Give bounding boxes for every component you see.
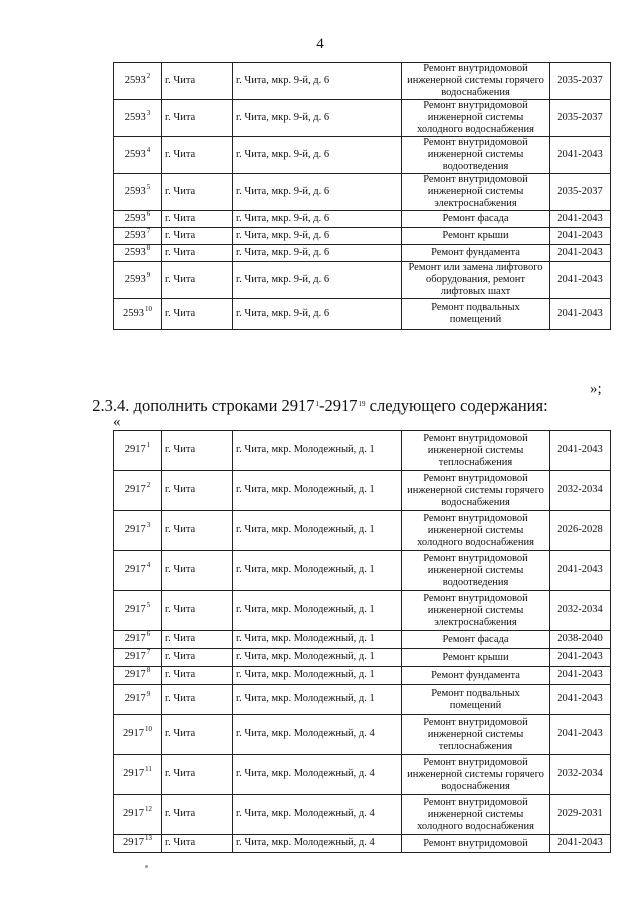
table-row xyxy=(114,431,611,471)
row-number-superscript: 7 xyxy=(146,227,151,235)
row-number xyxy=(114,228,162,245)
years-cell: 2041-2043 xyxy=(550,685,611,715)
table-row xyxy=(114,755,611,795)
years-cell: 2041-2043 xyxy=(550,835,611,853)
table-row xyxy=(114,631,611,649)
row-number-base: 2917 xyxy=(123,837,144,849)
city-cell: г. Чита xyxy=(162,63,233,100)
work-cell: Ремонт фундамента xyxy=(402,667,550,685)
work-cell: Ремонт внутридомовой инженерной системы холодного водоснабжения xyxy=(402,511,550,551)
row-number-superscript: 3 xyxy=(146,108,151,117)
city-cell: г. Чита xyxy=(162,262,233,299)
address-cell: г. Чита, мкр. Молодежный, д. 1 xyxy=(233,431,402,471)
row-number-base: 2917 xyxy=(124,564,146,576)
years-cell: 2041-2043 xyxy=(550,551,611,591)
row-number xyxy=(114,631,162,649)
address-cell: г. Чита, мкр. 9-й, д. 6 xyxy=(233,137,402,174)
row-number xyxy=(114,649,162,667)
row-number xyxy=(114,795,162,835)
years-cell: 2026-2028 xyxy=(550,511,611,551)
years-cell: 2032-2034 xyxy=(550,755,611,795)
row-number xyxy=(114,211,162,228)
row-number-base: 2593 xyxy=(124,74,146,86)
table-bottom xyxy=(113,430,611,853)
row-number-base: 2917 xyxy=(124,693,146,705)
table-row xyxy=(114,471,611,511)
city-cell: г. Чита xyxy=(162,431,233,471)
address-cell: г. Чита, мкр. Молодежный, д. 1 xyxy=(233,591,402,631)
row-number-base: 2917 xyxy=(123,768,145,780)
row-number-superscript: 3 xyxy=(146,521,151,530)
row-number-superscript: 5 xyxy=(146,182,151,191)
years-cell: 2041-2043 xyxy=(550,431,611,471)
row-number xyxy=(114,63,162,100)
row-number xyxy=(114,299,162,330)
row-number-superscript: 4 xyxy=(146,145,151,154)
city-cell: г. Чита xyxy=(162,649,233,667)
table-row xyxy=(114,245,611,262)
city-cell: г. Чита xyxy=(162,511,233,551)
years-cell: 2035-2037 xyxy=(550,100,611,137)
row-number-superscript: 9 xyxy=(146,270,151,279)
row-number xyxy=(114,174,162,211)
work-cell: Ремонт или замена лифтового оборудования, ремонт лифтовых шахт xyxy=(402,262,550,299)
scan-speck xyxy=(145,865,148,868)
table-row xyxy=(114,795,611,835)
heading-prefix: 2.3.4. дополнить строками 2917 xyxy=(92,396,315,415)
row-number-base: 2917 xyxy=(123,808,144,820)
table-row xyxy=(114,649,611,667)
address-cell: г. Чита, мкр. Молодежный, д. 4 xyxy=(233,755,402,795)
years-cell: 2041-2043 xyxy=(550,715,611,755)
row-number xyxy=(114,715,162,755)
work-cell: Ремонт фасада xyxy=(402,631,550,649)
row-number-superscript: 12 xyxy=(145,805,152,814)
city-cell: г. Чита xyxy=(162,551,233,591)
years-cell: 2041-2043 xyxy=(550,649,611,667)
city-cell: г. Чита xyxy=(162,667,233,685)
row-number-base: 2593 xyxy=(124,185,146,197)
row-number-superscript: 2 xyxy=(146,481,151,490)
row-number-superscript: 10 xyxy=(145,304,152,313)
table-top-body xyxy=(114,63,611,330)
years-cell: 2041-2043 xyxy=(550,299,611,330)
city-cell: г. Чита xyxy=(162,174,233,211)
table-row xyxy=(114,262,611,299)
row-number-base: 2593 xyxy=(124,111,146,123)
row-number-superscript: 5 xyxy=(146,601,151,610)
city-cell: г. Чита xyxy=(162,795,233,835)
table-row xyxy=(114,211,611,228)
work-cell: Ремонт внутридомовой инженерной системы водоотведения xyxy=(402,551,550,591)
work-cell: Ремонт внутридомовой инженерной системы электроснабжения xyxy=(402,591,550,631)
row-number xyxy=(114,591,162,631)
row-number-base: 2593 xyxy=(123,307,144,319)
row-number xyxy=(114,431,162,471)
row-number-base: 2917 xyxy=(124,524,146,536)
work-cell: Ремонт внутридомовой инженерной системы горячего водоснабжения xyxy=(402,755,550,795)
row-number xyxy=(114,100,162,137)
table-row xyxy=(114,299,611,330)
table-bottom-body xyxy=(114,431,611,853)
address-cell: г. Чита, мкр. 9-й, д. 6 xyxy=(233,211,402,228)
row-number xyxy=(114,245,162,262)
work-cell: Ремонт внутридомовой инженерной системы теплоснабжения xyxy=(402,431,550,471)
address-cell: г. Чита, мкр. Молодежный, д. 4 xyxy=(233,715,402,755)
row-number xyxy=(114,835,162,853)
years-cell: 2041-2043 xyxy=(550,262,611,299)
work-cell: Ремонт внутридомовой инженерной системы электроснабжения xyxy=(402,174,550,211)
address-cell: г. Чита, мкр. Молодежный, д. 1 xyxy=(233,685,402,715)
address-cell: г. Чита, мкр. 9-й, д. 6 xyxy=(233,299,402,330)
work-cell: Ремонт внутридомовой инженерной системы теплоснабжения xyxy=(402,715,550,755)
heading-sup-1: 1 xyxy=(315,400,320,408)
row-number-base: 2917 xyxy=(124,651,146,663)
table-row xyxy=(114,174,611,211)
row-number xyxy=(114,755,162,795)
work-cell: Ремонт подвальных помещений xyxy=(402,685,550,715)
row-number-superscript: 4 xyxy=(146,561,151,570)
address-cell: г. Чита, мкр. Молодежный, д. 1 xyxy=(233,471,402,511)
table-row xyxy=(114,591,611,631)
years-cell: 2038-2040 xyxy=(550,631,611,649)
row-number xyxy=(114,511,162,551)
row-number-base: 2593 xyxy=(124,273,146,285)
table-row xyxy=(114,511,611,551)
city-cell: г. Чита xyxy=(162,755,233,795)
table-row xyxy=(114,100,611,137)
work-cell: Ремонт внутридомовой инженерной системы горячего водоснабжения xyxy=(402,63,550,100)
city-cell: г. Чита xyxy=(162,685,233,715)
address-cell: г. Чита, мкр. Молодежный, д. 1 xyxy=(233,631,402,649)
work-cell: Ремонт внутридомовой инженерной системы холодного водоснабжения xyxy=(402,100,550,137)
table-top xyxy=(113,62,611,330)
row-number xyxy=(114,262,162,299)
work-cell: Ремонт крыши xyxy=(402,649,550,667)
row-number-base: 2917 xyxy=(124,484,146,496)
years-cell: 2032-2034 xyxy=(550,591,611,631)
city-cell: г. Чита xyxy=(162,835,233,853)
years-cell: 2041-2043 xyxy=(550,667,611,685)
address-cell: г. Чита, мкр. 9-й, д. 6 xyxy=(233,245,402,262)
row-number-superscript: 6 xyxy=(146,630,151,639)
row-number xyxy=(114,137,162,174)
work-cell: Ремонт внутридомовой инженерной системы водоотведения xyxy=(402,137,550,174)
section-heading xyxy=(0,396,640,416)
table-row xyxy=(114,137,611,174)
row-number-base: 2917 xyxy=(124,604,146,616)
row-number xyxy=(114,471,162,511)
table-row xyxy=(114,835,611,853)
address-cell: г. Чита, мкр. 9-й, д. 6 xyxy=(233,63,402,100)
address-cell: г. Чита, мкр. Молодежный, д. 4 xyxy=(233,835,402,853)
table-row xyxy=(114,715,611,755)
city-cell: г. Чита xyxy=(162,591,233,631)
years-cell: 2041-2043 xyxy=(550,137,611,174)
address-cell: г. Чита, мкр. 9-й, д. 6 xyxy=(233,100,402,137)
address-cell: г. Чита, мкр. 9-й, д. 6 xyxy=(233,228,402,245)
table-row xyxy=(114,685,611,715)
opening-quote: « xyxy=(113,414,121,430)
row-number xyxy=(114,551,162,591)
work-cell: Ремонт подвальных помещений xyxy=(402,299,550,330)
row-number-base: 2593 xyxy=(124,148,146,160)
table-row xyxy=(114,551,611,591)
row-number-superscript: 11 xyxy=(145,765,152,774)
row-number-base: 2917 xyxy=(124,444,146,456)
city-cell: г. Чита xyxy=(162,715,233,755)
work-cell: Ремонт внутридомовой xyxy=(402,835,550,853)
years-cell: 2041-2043 xyxy=(550,245,611,262)
row-number-superscript: 7 xyxy=(146,648,151,657)
row-number xyxy=(114,667,162,685)
row-number-base: 2593 xyxy=(124,246,146,258)
row-number-superscript: 10 xyxy=(145,725,152,734)
city-cell: г. Чита xyxy=(162,211,233,228)
years-cell: 2029-2031 xyxy=(550,795,611,835)
city-cell: г. Чита xyxy=(162,137,233,174)
work-cell: Ремонт внутридомовой инженерной системы горячего водоснабжения xyxy=(402,471,550,511)
row-number-superscript: 2 xyxy=(146,71,151,80)
heading-middle: -2917 xyxy=(319,396,358,415)
table-row xyxy=(114,228,611,245)
address-cell: г. Чита, мкр. Молодежный, д. 4 xyxy=(233,795,402,835)
years-cell: 2041-2043 xyxy=(550,211,611,228)
row-number-base: 2593 xyxy=(124,212,146,224)
row-number-base: 2917 xyxy=(124,633,146,645)
table-row xyxy=(114,63,611,100)
row-number-base: 2593 xyxy=(124,229,146,241)
row-number-base: 2917 xyxy=(123,728,144,740)
row-number-superscript: 8 xyxy=(146,244,151,252)
address-cell: г. Чита, мкр. Молодежный, д. 1 xyxy=(233,649,402,667)
city-cell: г. Чита xyxy=(162,299,233,330)
row-number-superscript: 6 xyxy=(146,210,151,218)
city-cell: г. Чита xyxy=(162,471,233,511)
closing-quote: »; xyxy=(590,381,602,397)
years-cell: 2035-2037 xyxy=(550,174,611,211)
row-number-base: 2917 xyxy=(124,669,146,681)
table-row xyxy=(114,667,611,685)
work-cell: Ремонт крыши xyxy=(402,228,550,245)
work-cell: Ремонт фасада xyxy=(402,211,550,228)
row-number-superscript: 1 xyxy=(146,441,151,450)
address-cell: г. Чита, мкр. Молодежный, д. 1 xyxy=(233,511,402,551)
work-cell: Ремонт фундамента xyxy=(402,245,550,262)
city-cell: г. Чита xyxy=(162,100,233,137)
heading-suffix: следующего содержания: xyxy=(365,396,548,415)
years-cell: 2035-2037 xyxy=(550,63,611,100)
address-cell: г. Чита, мкр. Молодежный, д. 1 xyxy=(233,551,402,591)
city-cell: г. Чита xyxy=(162,631,233,649)
row-number xyxy=(114,685,162,715)
years-cell: 2032-2034 xyxy=(550,471,611,511)
row-number-superscript: 13 xyxy=(145,834,152,843)
heading-sup-2: 19 xyxy=(358,400,366,408)
row-number-superscript: 8 xyxy=(146,666,151,675)
page-number: 4 xyxy=(316,36,324,52)
address-cell: г. Чита, мкр. 9-й, д. 6 xyxy=(233,174,402,211)
city-cell: г. Чита xyxy=(162,245,233,262)
row-number-superscript: 9 xyxy=(146,690,151,699)
years-cell: 2041-2043 xyxy=(550,228,611,245)
address-cell: г. Чита, мкр. Молодежный, д. 1 xyxy=(233,667,402,685)
address-cell: г. Чита, мкр. 9-й, д. 6 xyxy=(233,262,402,299)
city-cell: г. Чита xyxy=(162,228,233,245)
work-cell: Ремонт внутридомовой инженерной системы холодного водоснабжения xyxy=(402,795,550,835)
